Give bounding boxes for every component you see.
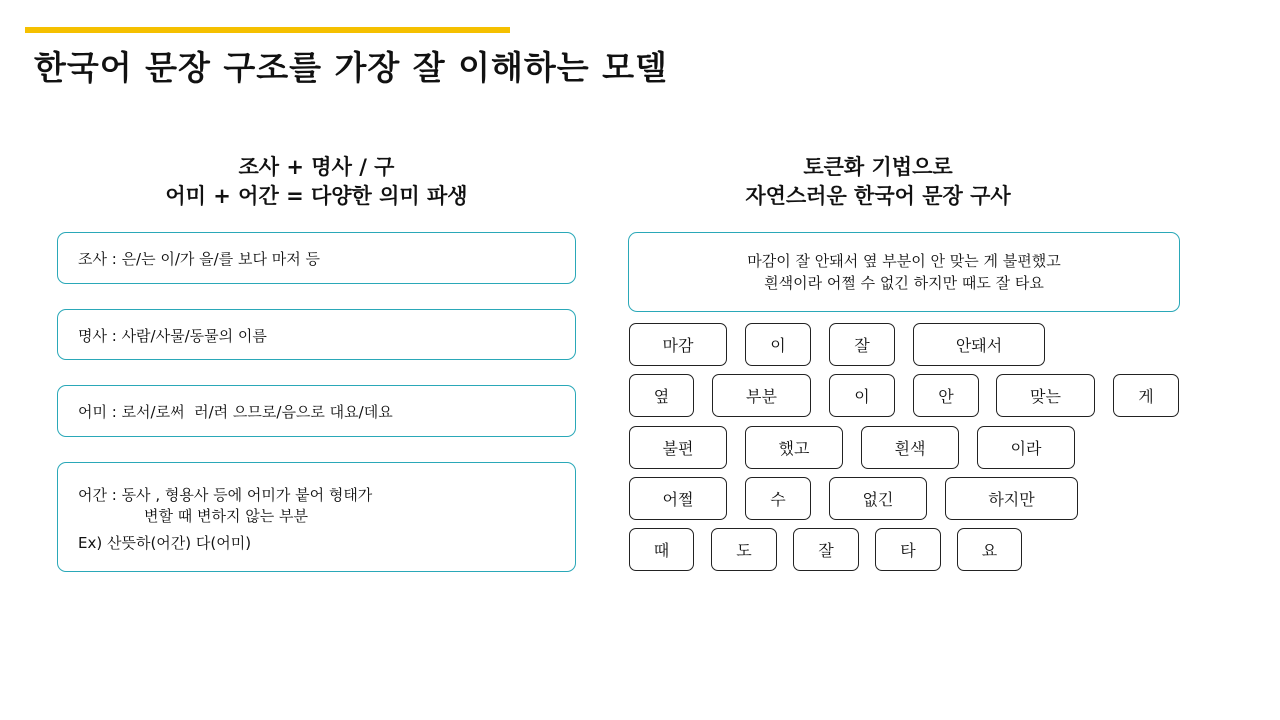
eomi-box xyxy=(57,385,576,437)
token: 이 xyxy=(829,374,895,417)
noun-box xyxy=(57,309,576,360)
sentence-line1: 마감이 잘 안돼서 옆 부분이 안 맞는 게 불편했고 xyxy=(747,252,1061,270)
token: 잘 xyxy=(793,528,859,571)
token: 부분 xyxy=(712,374,811,417)
eogan-line2: 변할 때 변하지 않는 부분 xyxy=(144,507,308,525)
token: 때 xyxy=(629,528,694,571)
token: 했고 xyxy=(745,426,843,469)
token: 안 xyxy=(913,374,979,417)
token: 옆 xyxy=(629,374,694,417)
token: 요 xyxy=(957,528,1022,571)
token: 어쩔 xyxy=(629,477,727,520)
token: 도 xyxy=(711,528,777,571)
eogan-line1: 어간 : 동사 , 형용사 등에 어미가 붙어 형태가 xyxy=(78,486,373,504)
token: 마감 xyxy=(629,323,727,366)
token: 맞는 xyxy=(996,374,1095,417)
token: 잘 xyxy=(829,323,895,366)
left-heading-line1: 조사 + 명사 / 구 xyxy=(238,155,395,179)
sentence-box xyxy=(628,232,1180,312)
left-heading xyxy=(57,153,576,211)
left-heading-line2: 어미 + 어간 = 다양한 의미 파생 xyxy=(165,184,468,208)
eomi-text: 어미 : 로서/로써 러/려 으므로/음으로 대요/데요 xyxy=(78,403,393,421)
token: 없긴 xyxy=(829,477,927,520)
token: 불편 xyxy=(629,426,727,469)
eogan-box xyxy=(57,462,576,572)
accent-bar xyxy=(25,27,510,33)
slide-title: 한국어 문장 구조를 가장 잘 이해하는 모델 xyxy=(34,48,668,87)
josa-box xyxy=(57,232,576,284)
right-heading-line2: 자연스러운 한국어 문장 구사 xyxy=(745,184,1011,208)
token: 이라 xyxy=(977,426,1075,469)
noun-text: 명사 : 사람/사물/동물의 이름 xyxy=(78,327,267,345)
token: 이 xyxy=(745,323,811,366)
right-heading xyxy=(628,153,1128,211)
token: 하지만 xyxy=(945,477,1078,520)
token: 타 xyxy=(875,528,941,571)
token: 안돼서 xyxy=(913,323,1045,366)
eogan-example: Ex) 산뜻하(어간) 다(어미) xyxy=(78,534,252,552)
right-heading-line1: 토큰화 기법으로 xyxy=(803,155,953,179)
token: 수 xyxy=(745,477,811,520)
token: 게 xyxy=(1113,374,1179,417)
token: 흰색 xyxy=(861,426,959,469)
sentence-line2: 흰색이라 어쩔 수 없긴 하지만 때도 잘 타요 xyxy=(764,274,1044,292)
josa-text: 조사 : 은/는 이/가 을/를 보다 마저 등 xyxy=(78,250,320,268)
